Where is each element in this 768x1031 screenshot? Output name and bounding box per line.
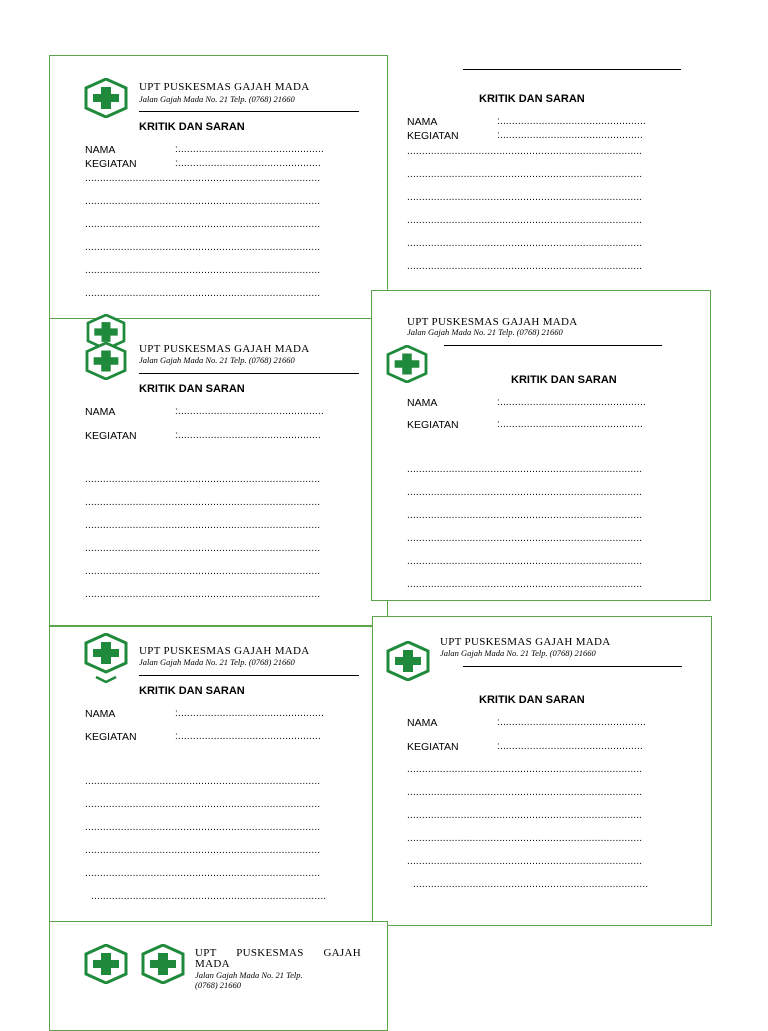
header-rule (139, 373, 359, 374)
form-title: KRITIK DAN SARAN (479, 93, 585, 105)
form-card-3 (49, 318, 388, 626)
response-line[interactable]: ............................................................................... (407, 856, 643, 867)
header-rule (139, 675, 359, 676)
response-line[interactable]: ............................................................................... (407, 556, 643, 567)
response-line[interactable]: ............................................................................... (407, 192, 643, 203)
header-rule (139, 111, 359, 112)
response-line[interactable]: ............................................................................... (85, 520, 321, 531)
response-line[interactable]: ............................................................................... (85, 497, 321, 508)
form-card-4 (371, 290, 711, 601)
nama-field[interactable]: :................................................. (175, 144, 324, 155)
label-nama: NAMA (407, 116, 438, 128)
response-line[interactable]: ............................................................................... (85, 265, 321, 276)
response-line[interactable]: ............................................................................... (85, 799, 321, 810)
response-line[interactable]: ............................................................................... (85, 845, 321, 856)
response-line[interactable]: ............................................................................... (407, 833, 643, 844)
response-line[interactable]: ............................................................................... (85, 776, 321, 787)
response-line[interactable]: ............................................................................... (407, 146, 643, 157)
response-line[interactable]: ............................................................................... (85, 196, 321, 207)
header-rule (463, 666, 682, 667)
puskesmas-logo-icon (84, 944, 128, 984)
response-line[interactable]: ............................................................................... (407, 169, 643, 180)
form-title: KRITIK DAN SARAN (139, 383, 245, 395)
nama-field[interactable]: :................................................. (497, 116, 646, 127)
form-card-2 (390, 60, 700, 285)
label-nama: NAMA (85, 144, 116, 156)
org-address: Jalan Gajah Mada No. 21 Telp. (0768) 21660 (139, 94, 295, 104)
nama-field[interactable]: :................................................. (497, 717, 646, 728)
org-address: Jalan Gajah Mada No. 21 Telp. (0768) 21660 (440, 648, 596, 658)
kegiatan-field[interactable]: :................................................ (497, 419, 643, 430)
response-line[interactable]: ............................................................................... (407, 510, 643, 521)
response-line[interactable]: ............................................................................... (407, 579, 643, 590)
response-line[interactable]: ............................................................................... (85, 173, 321, 184)
org-name-line1: UPT PUSKESMAS GAJAH (195, 947, 361, 959)
response-line[interactable]: ............................................................................... (85, 219, 321, 230)
label-nama: NAMA (85, 406, 116, 418)
org-address: Jalan Gajah Mada No. 21 Telp. (0768) 21660 (139, 657, 295, 667)
response-line[interactable]: ............................................................................... (85, 288, 321, 299)
form-card-5 (49, 626, 388, 922)
puskesmas-logo-icon (386, 641, 430, 681)
form-title: KRITIK DAN SARAN (139, 121, 245, 133)
response-line[interactable]: ............................................................................... (407, 261, 643, 272)
org-address: Jalan Gajah Mada No. 21 Telp. (0768) 21660 (139, 355, 295, 365)
response-line[interactable]: ............................................................................... (85, 868, 321, 879)
nama-field[interactable]: :................................................. (175, 406, 324, 417)
response-line[interactable]: ............................................................................... (407, 215, 643, 226)
org-address: Jalan Gajah Mada No. 21 Telp. (0768) 21660 (407, 327, 563, 337)
label-nama: NAMA (407, 717, 438, 729)
nama-field[interactable]: :................................................. (175, 708, 324, 719)
response-line[interactable]: ............................................................................... (407, 487, 643, 498)
response-line[interactable]: ............................................................................... (85, 543, 321, 554)
puskesmas-logo-icon (141, 944, 185, 984)
label-nama: NAMA (85, 708, 116, 720)
response-line[interactable]: ............................................................................... (85, 474, 321, 485)
response-line[interactable]: ............................................................................... (407, 764, 643, 775)
label-kegiatan: KEGIATAN (85, 731, 137, 743)
kegiatan-field[interactable]: :................................................ (175, 158, 321, 169)
response-line[interactable]: ............................................................................... (407, 464, 643, 475)
puskesmas-logo-icon (84, 342, 128, 380)
response-line[interactable]: ............................................................................... (413, 879, 649, 890)
org-name: UPT PUSKESMAS GAJAH MADA (139, 645, 310, 657)
kegiatan-field[interactable]: :................................................ (175, 430, 321, 441)
header-rule (463, 69, 681, 70)
org-name: UPT PUSKESMAS GAJAH MADA (407, 316, 578, 328)
puskesmas-logo-icon (84, 78, 128, 118)
form-title: KRITIK DAN SARAN (479, 694, 585, 706)
header-rule (444, 345, 662, 346)
response-line[interactable]: ............................................................................... (407, 810, 643, 821)
org-name: UPT PUSKESMAS GAJAH MADA (440, 636, 611, 648)
org-name: UPT PUSKESMAS GAJAH MADA (139, 81, 310, 93)
nama-field[interactable]: :................................................. (497, 397, 646, 408)
label-kegiatan: KEGIATAN (85, 430, 137, 442)
kegiatan-field[interactable]: :................................................ (497, 130, 643, 141)
response-line[interactable]: ............................................................................... (407, 238, 643, 249)
response-line[interactable]: ............................................................................... (85, 242, 321, 253)
puskesmas-logo-icon (386, 345, 428, 383)
label-kegiatan: KEGIATAN (85, 158, 137, 170)
response-line[interactable]: ............................................................................... (407, 787, 643, 798)
response-line[interactable]: ............................................................................... (91, 891, 327, 902)
response-line[interactable]: ............................................................................... (85, 589, 321, 600)
form-card-6 (372, 616, 712, 926)
org-address-line1: Jalan Gajah Mada No. 21 Telp. (195, 970, 303, 980)
form-card-7 (49, 921, 388, 1031)
form-card-1 (49, 55, 388, 320)
label-kegiatan: KEGIATAN (407, 741, 459, 753)
label-kegiatan: KEGIATAN (407, 419, 459, 431)
org-name-line2: MADA (195, 958, 230, 970)
kegiatan-field[interactable]: :................................................ (497, 741, 643, 752)
response-line[interactable]: ............................................................................... (407, 533, 643, 544)
form-title: KRITIK DAN SARAN (511, 374, 617, 386)
response-line[interactable]: ............................................................................... (85, 822, 321, 833)
org-name: UPT PUSKESMAS GAJAH MADA (139, 343, 310, 355)
kegiatan-field[interactable]: :................................................ (175, 731, 321, 742)
org-address-line2: (0768) 21660 (195, 980, 242, 990)
puskesmas-logo-icon (84, 633, 128, 683)
response-line[interactable]: ............................................................................... (85, 566, 321, 577)
label-kegiatan: KEGIATAN (407, 130, 459, 142)
label-nama: NAMA (407, 397, 438, 409)
form-title: KRITIK DAN SARAN (139, 685, 245, 697)
